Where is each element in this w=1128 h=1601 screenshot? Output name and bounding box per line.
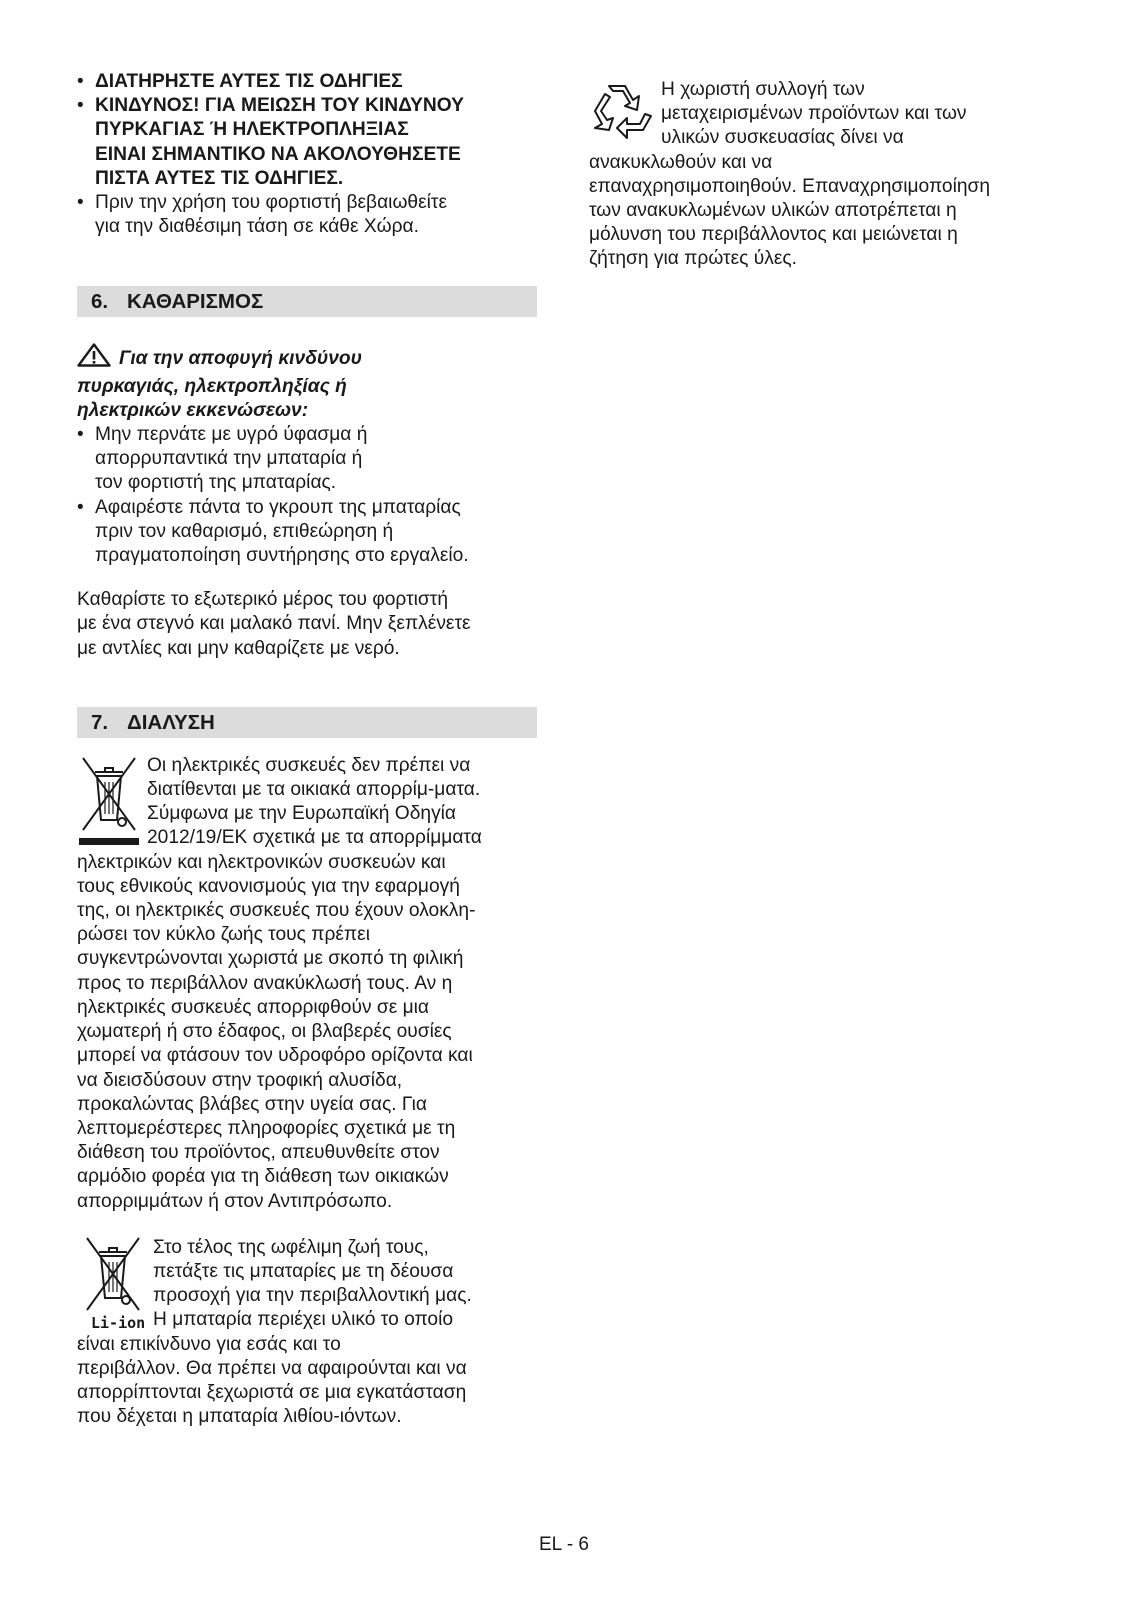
text-line: αρμόδιο φορέα για τη διάθεση των οικιακών — [77, 1166, 449, 1188]
bullet-keep-instructions — [77, 70, 537, 94]
section-number: 6. — [91, 290, 109, 314]
bullet-danger — [77, 94, 537, 191]
text-line: λεπτομερέστερες πληροφορίες σχετικά με τη — [77, 1117, 456, 1139]
safety-bullets — [77, 70, 537, 239]
bullet-no-wet-cloth — [77, 423, 537, 496]
recycle-block — [589, 78, 1059, 272]
text-line: μεταχειρισμένων προϊόντων και των — [661, 103, 967, 125]
text-line: πριν τον καθαρισμό, επιθεώρηση ή — [95, 520, 394, 542]
section-7-heading — [77, 707, 537, 738]
text-line: ΠΙΣΤΑ ΑΥΤΕΣ ΤΙΣ ΟΔΗΓΙΕΣ. — [95, 167, 344, 189]
text-line: απορρίπτονται ξεχωριστά σε μια εγκατάσταση — [77, 1381, 467, 1403]
text-line: πετάξτε τις μπαταρίες με τη δέουσα — [153, 1260, 454, 1282]
text-line: με ένα στεγνό και μαλακό πανί. Μην ξεπλένετε — [77, 613, 471, 635]
battery-bin-block — [77, 1236, 147, 1332]
text-line: • Αφαιρέστε πάντα το γκρουπ της μπαταρίας — [95, 496, 461, 518]
text-line: Καθαρίστε το εξωτερικό μέρος του φορτιστή — [77, 589, 449, 611]
warning-block — [77, 343, 537, 423]
text-line: χωματερή ή στο έδαφος, οι βλαβερές ουσίες — [77, 1021, 452, 1043]
text-line: Σύμφωνα με την Ευρωπαϊκή Οδηγία — [147, 803, 457, 825]
text-line: Η μπαταρία περιέχει υλικό το οποίο — [153, 1309, 454, 1331]
text-line: ΕΙΝΑΙ ΣΗΜΑΝΤΙΚΟ ΝΑ ΑΚΟΛΟΥΘΗΣΕΤΕ — [95, 143, 461, 165]
cleaning-bullets — [77, 423, 537, 568]
text-line: υλικών συσκευασίας δίνει να — [661, 127, 904, 149]
text-line: μόλυνση του περιβάλλοντος και μειώνεται η — [589, 224, 958, 246]
warning-line: πυρκαγιάς, ηλεκτροπληξίας ή — [77, 375, 347, 397]
text-line: 2012/19/ΕΚ σχετικά με τα απορρίμματα — [147, 827, 482, 849]
text-line: απορριμμάτων ή στον Αντιπρόσωπο. — [77, 1190, 393, 1212]
text-line: • Μην περνάτε με υγρό ύφασμα ή — [95, 424, 368, 446]
text-line: διάθεση του προϊόντος, απευθυνθείτε στον — [77, 1142, 440, 1164]
text-line: περιβάλλον. Θα πρέπει να αφαιρούνται και να — [77, 1357, 467, 1379]
text-line: ανακυκλωθούν και να — [589, 151, 773, 173]
warning-triangle-icon — [77, 343, 111, 374]
warning-line: Για την αποφυγή κινδύνου — [77, 343, 537, 374]
text-line: ζήτηση για πρώτες ύλες. — [589, 248, 797, 270]
recycle-icon — [589, 78, 655, 148]
text-line: συγκεντρώνονται χωριστά με σκοπό τη φιλική — [77, 948, 464, 970]
text-line: ηλεκτρικών και ηλεκτρονικών συσκευών και — [77, 851, 446, 873]
section-6-heading — [77, 286, 537, 317]
left-column — [77, 70, 537, 1429]
text-line: προκαλώντας βλάβες στην υγεία σας. Για — [77, 1093, 428, 1115]
text-line: που δέχεται η μπαταρία λιθίου-ιόντων. — [77, 1406, 402, 1428]
text-line: τον φορτιστή της μπαταρίας. — [95, 472, 337, 494]
text-line: επαναχρησιμοποιηθούν. Επαναχρησιμοποίηση — [589, 175, 991, 197]
crossed-bin-icon — [77, 754, 141, 846]
text-line: των ανακυκλωμένων υλικών αποτρέπεται η — [589, 200, 957, 222]
text-line: Στο τέλος της ωφέλιμη ζωή τους, — [153, 1236, 429, 1258]
text-line: • Πριν την χρήση του φορτιστή βεβαιωθείτε — [95, 192, 448, 214]
bullet-voltage — [77, 191, 537, 239]
right-column — [589, 78, 1059, 272]
text-line: διατίθενται με τα οικιακά απορρίμ-ματα. — [147, 779, 481, 801]
cleaning-paragraph — [77, 588, 537, 661]
section-title: ΚΑΘΑΡΙΣΜΟΣ — [127, 290, 264, 314]
text-line: της, οι ηλεκτρικές συσκευές που έχουν ολοκλη- — [77, 900, 476, 922]
text-line: να διεισδύσουν στην τροφική αλυσίδα, — [77, 1069, 403, 1091]
text-line: είναι επικίνδυνο για εσάς και το — [77, 1333, 341, 1355]
page-number: EL - 6 — [539, 1534, 589, 1555]
text-line: Η χωριστή συλλογή των — [661, 79, 865, 100]
section-number: 7. — [91, 710, 109, 734]
text-line: • ΔΙΑΤΗΡΗΣΤΕ ΑΥΤΕΣ ΤΙΣ ΟΔΗΓΙΕΣ — [95, 71, 403, 92]
text-line: απορρυπαντικά την μπαταρία ή — [95, 448, 363, 470]
text-line: ηλεκτρικές συσκευές απορριφθούν σε μια — [77, 996, 430, 1018]
text-line: πραγματοποίηση συντήρησης στο εργαλείο. — [95, 545, 469, 567]
weee-block — [77, 754, 537, 1214]
text-line: ρώσει τον κύκλο ζωής τους πρέπει — [77, 924, 370, 946]
section-title: ΔΙΑΛΥΣΗ — [127, 710, 215, 734]
text-line: με αντλίες και μην καθαρίζετε με νερό. — [77, 637, 400, 659]
text-line: Οι ηλεκτρικές συσκευές δεν πρέπει να — [147, 754, 471, 776]
text-line: τους εθνικούς κανονισμούς για την εφαρμογή — [77, 875, 460, 897]
text-line: μπορεί να φτάσουν τον υδροφόρο ορίζοντα και — [77, 1045, 473, 1067]
bullet-remove-battery — [77, 496, 537, 569]
warning-line: ηλεκτρικών εκκενώσεων: — [77, 399, 309, 421]
battery-block — [77, 1236, 537, 1430]
text-line: προς το περιβάλλον ανακύκλωσή τους. Αν η — [77, 972, 453, 994]
text-line: • ΚΙΝΔΥΝΟΣ! ΓΙΑ ΜΕΙΩΣΗ ΤΟΥ ΚΙΝΔΥΝΟΥ — [95, 95, 464, 117]
text-line: ΠΥΡΚΑΓΙΑΣ Ή ΗΛΕΚΤΡΟΠΛΗΞΙΑΣ — [95, 119, 409, 141]
text-line: προσοχή για την περιβαλλοντική μας. — [153, 1285, 472, 1307]
crossed-bin-icon — [77, 1236, 147, 1312]
li-ion-label: Li-ion — [91, 1313, 146, 1332]
text-line: για την διαθέσιμη τάση σε κάθε Χώρα. — [95, 216, 419, 238]
